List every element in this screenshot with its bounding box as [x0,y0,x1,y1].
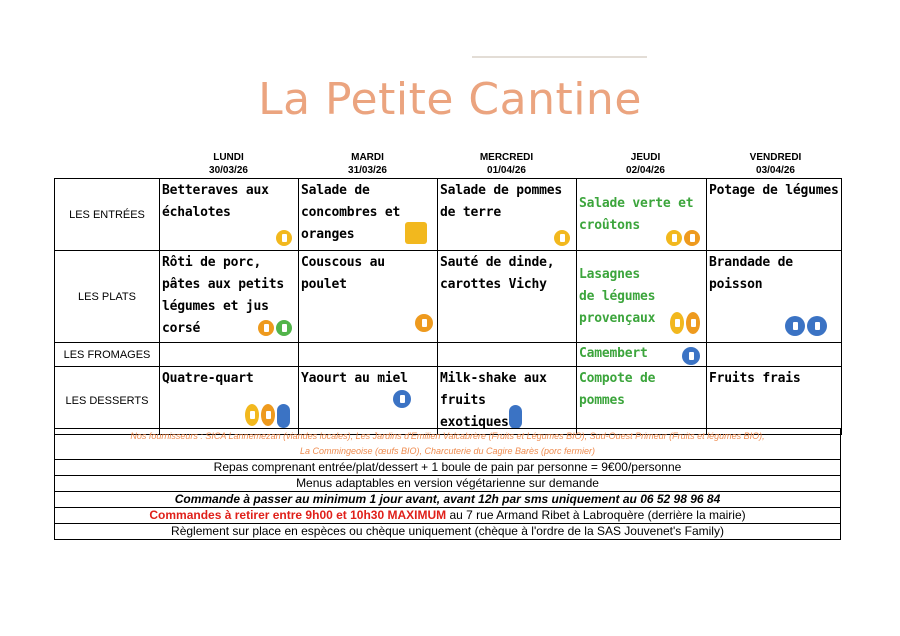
local-product-icon [670,312,684,334]
decorative-line [472,56,647,58]
homemade-icon [415,314,433,332]
local-product-icon [245,404,259,426]
menu-cell [299,179,438,251]
fish-icon [785,316,805,336]
dish-name: Compote de pommes [579,371,656,408]
day-date: 30/03/26 [209,165,248,176]
menu-cell [577,343,707,367]
menu-cell [299,343,438,367]
homemade-icon [261,404,275,426]
menu-cell [438,343,577,367]
veggie-info: Menus adaptables en version végétarienne sur demande [55,476,841,492]
suppliers-line: La Commingeoise (œufs BIO), Charcuterie du Cagire Barès (porc fermier) [299,446,596,456]
dairy-icon [682,347,700,365]
row-label: LES PLATS [55,251,160,343]
local-product-icon [666,230,682,246]
label-icons [509,405,522,429]
day-date: 31/03/26 [348,165,387,176]
menu-cell [438,367,577,435]
label-icons [666,230,700,246]
fish-icon [807,316,827,336]
label-icons [245,404,290,428]
pickup-address: au 7 rue Armand Ribet à Labroquère (derrière la mairie) [446,508,746,522]
row-entrees [55,179,842,251]
row-label: LES DESSERTS [55,367,160,435]
row-desserts [55,367,842,435]
local-product-icon [276,230,292,246]
day-name: JEUDI [630,152,661,163]
label-icons [415,314,433,332]
menu-cell [299,251,438,343]
label-icons [785,316,827,336]
suppliers-line: Nos fournisseurs : SICA Lannemezan (viandes locales), Les Jardins d'Emilien Valcabrère (Fruits et Légumes BIO), Sud-Ouest Primeur (Fruits et légumes BIO), [130,431,765,441]
price-info: Repas comprenant entrée/plat/dessert + 1 boule de pain par personne = 9€00/personne [55,460,841,476]
dish-name: Rôti de porc, pâtes aux petits légumes et jus corsé [162,255,285,336]
dish-name [160,343,298,344]
dish-name: Brandade de poisson [709,255,793,292]
day-name: VENDREDI [749,152,802,163]
dish-name [299,343,437,344]
menu-cell [577,367,707,435]
day-name: MERCREDI [479,152,534,163]
dish-name: Fruits frais [709,371,801,386]
day-header-wednesday [438,151,575,177]
dairy-icon [393,390,411,408]
day-name: LUNDI [213,152,244,163]
label-icons [554,230,570,246]
menu-cell [160,367,299,435]
dish-name [707,343,841,344]
day-date: 02/04/26 [626,165,665,176]
organic-icon [276,320,292,336]
pickup-info [55,508,841,524]
row-label: LES FROMAGES [55,343,160,367]
homemade-icon [258,320,274,336]
label-icons [405,222,427,244]
dish-name: Salade de concombres et oranges [301,183,401,242]
dish-name: Salade verte et croûtons [579,195,694,233]
pickup-hours: Commandes à retirer entre 9h00 et 10h30 MAXIMUM [149,508,447,522]
dish-name: Yaourt au miel [301,371,408,386]
menu-cell [160,251,299,343]
menu-cell [707,343,842,367]
local-product-icon [554,230,570,246]
day-name: MARDI [351,152,384,163]
menu-cell [160,343,299,367]
menu-cell [577,179,707,251]
label-icons [393,390,411,408]
dish-name: Sauté de dinde, carottes Vichy [440,255,555,292]
footer-info [54,428,841,540]
dairy-icon [509,405,522,429]
row-label: LES ENTRÉES [55,179,160,251]
menu-cell [577,251,707,343]
label-icons [258,320,292,336]
menu-cell [438,179,577,251]
jar-icon [405,222,427,244]
page-title: La Petite Cantine [258,74,642,125]
dish-name: Milk-shake aux fruits exotiques [440,371,547,430]
menu-table [54,178,842,435]
label-icons [682,347,700,365]
dish-name: Betteraves aux échalotes [162,183,269,220]
homemade-icon [684,230,700,246]
day-date: 03/04/26 [756,165,795,176]
row-fromages [55,343,842,367]
dish-name: Camembert [579,346,648,361]
menu-cell [160,179,299,251]
label-icons [670,312,700,334]
payment-info: Règlement sur place en espèces ou chèque uniquement (chèque à l'ordre de la SAS Jouvenet's Family) [55,524,841,540]
menu-cell [707,251,842,343]
dish-name: Salade de pommes de terre [440,183,563,220]
dish-name: Couscous au poulet [301,255,385,292]
row-plats [55,251,842,343]
day-header-thursday [577,151,714,177]
dairy-icon [277,404,290,428]
day-header-friday [707,151,844,177]
homemade-icon [686,312,700,334]
day-header-monday [160,151,297,177]
dish-name [438,343,576,344]
day-date: 01/04/26 [487,165,526,176]
menu-cell [299,367,438,435]
menu-cell [438,251,577,343]
dish-name: Potage de légumes [709,183,839,198]
dish-name: Quatre-quart [162,371,254,386]
menu-cell [707,367,842,435]
menu-cell [707,179,842,251]
order-info: Commande à passer au minimum 1 jour avant, avant 12h par sms uniquement au 06 52 98 96 84 [55,492,841,508]
dish-name: Lasagnes de légumes provençaux [579,266,656,326]
label-icons [276,230,292,246]
suppliers-note [55,429,841,460]
day-header-tuesday [299,151,436,177]
